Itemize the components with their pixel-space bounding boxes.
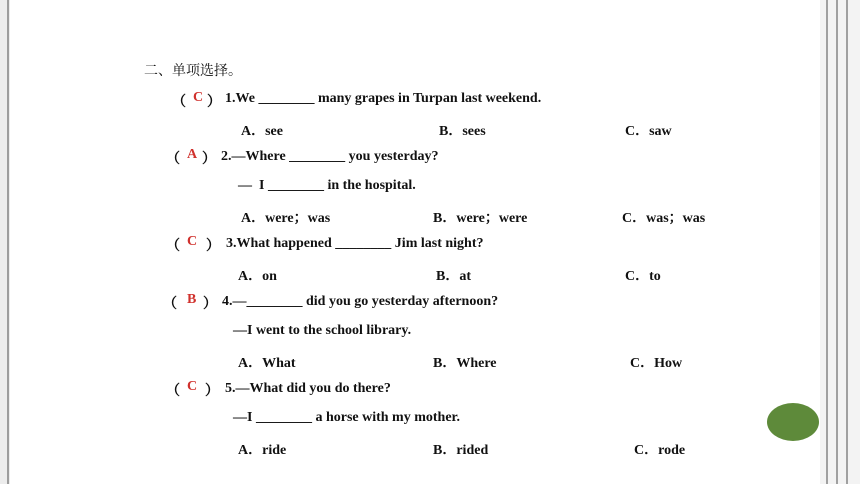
option-b: B．Where: [433, 356, 497, 371]
option-c: C．saw: [625, 124, 672, 139]
question-reply: —I ________ a horse with my mother.: [233, 410, 460, 425]
answer-label: A: [187, 147, 198, 162]
left-frame-border: [0, 0, 10, 484]
question-stem: 3.What happened ________ Jim last night?: [226, 236, 484, 251]
paren-close: ）: [202, 152, 216, 167]
option-b: B．were；were: [433, 211, 528, 226]
option-a: A．What: [238, 356, 296, 371]
option-c: C．How: [630, 356, 683, 371]
decorative-green-oval: [767, 403, 819, 441]
paren-close: ）: [206, 239, 220, 254]
paren-close: ）: [207, 95, 221, 110]
paren-close: ）: [203, 297, 217, 312]
question-stem: 1.We ________ many grapes in Turpan last weekend.: [225, 91, 542, 106]
paren-close: ）: [205, 384, 219, 399]
question-reply: — I ________ in the hospital.: [238, 178, 416, 193]
option-b: B．rided: [433, 443, 489, 458]
option-a: A．were；was: [241, 211, 331, 226]
answer-label: C: [187, 234, 198, 249]
option-a: A．on: [238, 269, 277, 284]
option-a: A．ride: [238, 443, 287, 458]
question-stem: 5.—What did you do there?: [225, 381, 391, 396]
right-frame-border: [820, 0, 860, 484]
option-c: C．rode: [634, 443, 686, 458]
paren-open: （: [166, 384, 180, 399]
option-c: C．to: [625, 269, 661, 284]
paren-open: （: [166, 152, 180, 167]
paren-open: （: [163, 297, 177, 312]
option-c: C．was；was: [622, 211, 706, 226]
question-stem: 2.—Where ________ you yesterday?: [221, 149, 439, 164]
question-reply: —I went to the school library.: [233, 323, 412, 338]
answer-label: B: [187, 292, 197, 307]
section-title: 二、单项选择。: [144, 63, 242, 79]
option-a: A．see: [241, 124, 283, 139]
paren-open: （: [172, 95, 186, 110]
option-b: B．at: [436, 269, 471, 284]
paren-open: （: [166, 239, 180, 254]
question-stem: 4.—________ did you go yesterday afternoon?: [222, 294, 499, 309]
option-b: B．sees: [439, 124, 486, 139]
answer-label: C: [193, 90, 204, 105]
answer-label: C: [187, 379, 198, 394]
